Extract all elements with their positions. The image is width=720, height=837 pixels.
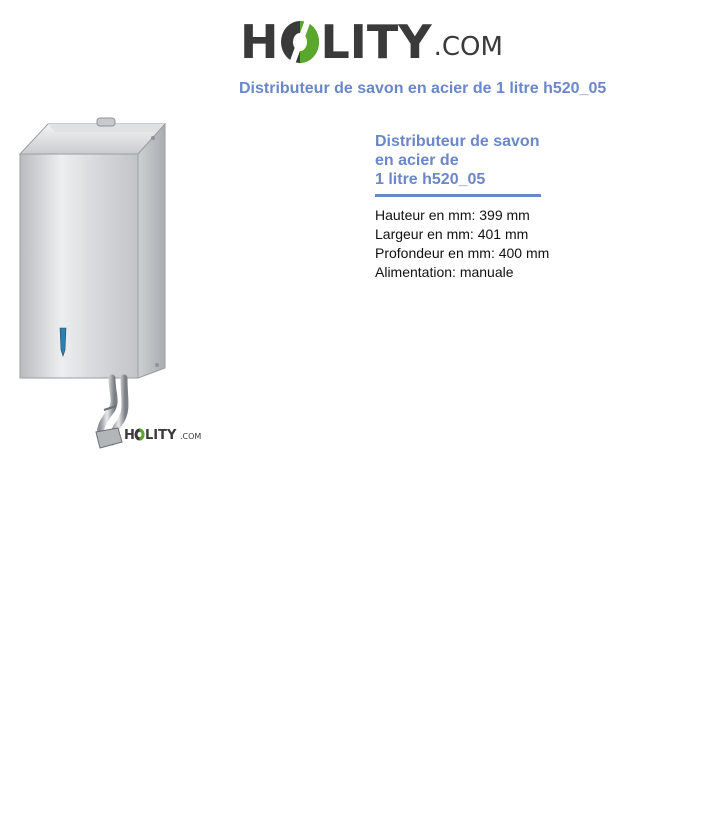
svg-text:H: H [124,428,135,443]
svg-text:LITY: LITY [145,428,177,443]
product-title [375,132,675,189]
holity-logo[interactable] [240,14,503,69]
logo-wordmark [240,15,432,69]
product-title-line: 1 litre h520_05 [375,171,486,188]
logo-letter-h: H [240,15,279,69]
spec-height: Hauteur en mm: 399 mm [375,207,530,223]
spec-width: Largeur en mm: 401 mm [375,226,529,242]
logo-o-icon [280,20,320,64]
page-title: Distributeur de savon en acier de 1 litre h520_05 [239,80,607,97]
product-detail [375,132,675,282]
svg-text:.COM: .COM [180,432,202,441]
spec-power-supply: Alimentation: manuale [375,264,514,280]
logo-domain: .COM [433,32,503,62]
product-title-line: en acier de [375,152,459,169]
product-title-line: Distributeur de savon [375,133,540,150]
product-image [0,110,210,455]
title-underline-divider [375,194,541,197]
watermark-logo [124,428,201,443]
spec-depth: Profondeur en mm: 400 mm [375,245,550,261]
logo-letters-lity: LITY [320,15,432,69]
